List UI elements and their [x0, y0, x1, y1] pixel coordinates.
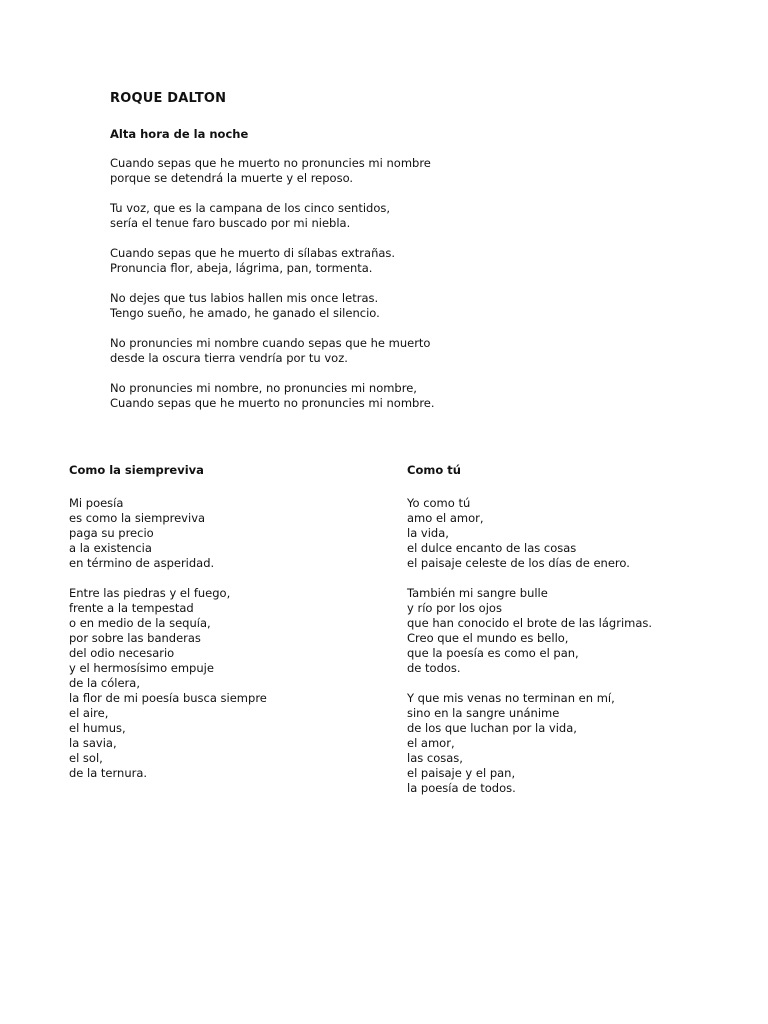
poem-title: Como la siempreviva	[69, 463, 204, 477]
stanza	[110, 201, 435, 231]
verse-line: el paisaje celeste de los días de enero.	[407, 556, 630, 570]
stanza	[407, 691, 652, 796]
verse-line: de los que luchan por la vida,	[407, 721, 577, 735]
verse-line: amo el amor,	[407, 511, 484, 525]
verse-line: También mi sangre bulle	[407, 586, 548, 600]
verse-line: sino en la sangre unánime	[407, 706, 560, 720]
verse-line: o en medio de la sequía,	[69, 616, 211, 630]
verse-line: frente a la tempestad	[69, 601, 194, 615]
verse-line: del odio necesario	[69, 646, 175, 660]
stanza	[110, 381, 435, 411]
verse-line: el amor,	[407, 736, 455, 750]
verse-line: Entre las piedras y el fuego,	[69, 586, 231, 600]
verse-line: Yo como tú	[407, 496, 471, 510]
verse-line: porque se detendrá la muerte y el reposo.	[110, 171, 354, 185]
verse-line: Tu voz, que es la campana de los cinco sentidos,	[110, 201, 391, 215]
verse-line: Creo que el mundo es bello,	[407, 631, 569, 645]
verse-line: en término de asperidad.	[69, 556, 215, 570]
verse-line: No pronuncies mi nombre, no pronuncies mi nombre,	[110, 381, 417, 395]
verse-line: que la poesía es como el pan,	[407, 646, 579, 660]
verse-line: Cuando sepas que he muerto no pronuncies mi nombre.	[110, 396, 435, 410]
poem-title: Como tú	[407, 463, 461, 477]
verse-line: la savia,	[69, 736, 117, 750]
verse-line: el sol,	[69, 751, 103, 765]
verse-line: de la cólera,	[69, 676, 140, 690]
verse-line: el humus,	[69, 721, 126, 735]
stanza	[110, 156, 435, 186]
poem-como-tu	[407, 462, 652, 811]
verse-line: Mi poesía	[69, 496, 124, 510]
verse-line: y río por los ojos	[407, 601, 502, 615]
verse-line: a la existencia	[69, 541, 152, 555]
poem-body	[110, 156, 435, 411]
poem-como-la-siempreviva	[69, 462, 267, 796]
author-name: ROQUE DALTON	[110, 91, 227, 106]
verse-line: y el hermosísimo empuje	[69, 661, 214, 675]
verse-line: el aire,	[69, 706, 109, 720]
verse-line: desde la oscura tierra vendría por tu voz.	[110, 351, 348, 365]
poem-body	[69, 496, 267, 781]
verse-line: la flor de mi poesía busca siempre	[69, 691, 267, 705]
verse-line: Cuando sepas que he muerto di sílabas extrañas.	[110, 246, 396, 260]
stanza	[110, 336, 435, 366]
stanza	[407, 586, 652, 676]
verse-line: Pronuncia flor, abeja, lágrima, pan, tormenta.	[110, 261, 373, 275]
stanza	[69, 496, 267, 571]
verse-line: No pronuncies mi nombre cuando sepas que he muerto	[110, 336, 431, 350]
poem-alta-hora-de-la-noche	[110, 126, 435, 426]
verse-line: el dulce encanto de las cosas	[407, 541, 577, 555]
verse-line: Tengo sueño, he amado, he ganado el silencio.	[110, 306, 380, 320]
verse-line: el paisaje y el pan,	[407, 766, 516, 780]
poem-body	[407, 496, 652, 796]
verse-line: la vida,	[407, 526, 449, 540]
verse-line: la poesía de todos.	[407, 781, 516, 795]
verse-line: de la ternura.	[69, 766, 148, 780]
verse-line: Cuando sepas que he muerto no pronuncies mi nombre	[110, 156, 431, 170]
verse-line: por sobre las banderas	[69, 631, 201, 645]
stanza	[69, 586, 267, 781]
verse-line: de todos.	[407, 661, 461, 675]
verse-line: No dejes que tus labios hallen mis once letras.	[110, 291, 379, 305]
stanza	[110, 246, 435, 276]
poem-title: Alta hora de la noche	[110, 127, 249, 141]
verse-line: sería el tenue faro buscado por mi niebla.	[110, 216, 351, 230]
verse-line: es como la siempreviva	[69, 511, 206, 525]
stanza	[110, 291, 435, 321]
verse-line: Y que mis venas no terminan en mí,	[407, 691, 615, 705]
verse-line: las cosas,	[407, 751, 463, 765]
verse-line: que han conocido el brote de las lágrimas.	[407, 616, 653, 630]
stanza	[407, 496, 652, 571]
verse-line: paga su precio	[69, 526, 154, 540]
